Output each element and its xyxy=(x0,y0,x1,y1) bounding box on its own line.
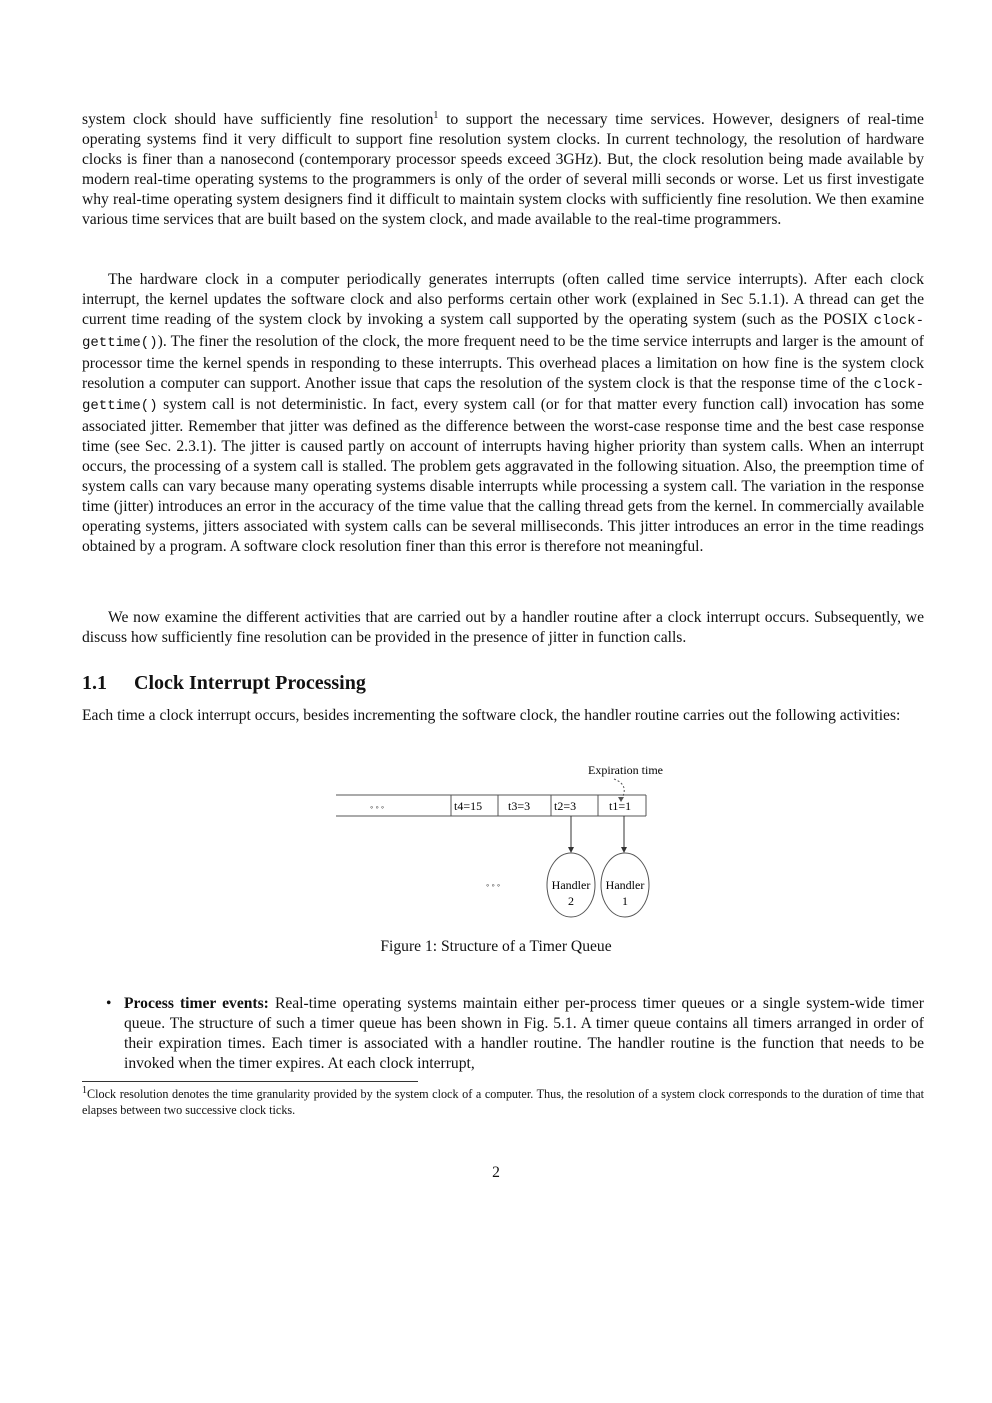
page-number: 2 xyxy=(492,1164,500,1181)
expiration-label: Expiration time xyxy=(588,763,663,777)
figure-caption: Figure 1: Structure of a Timer Queue xyxy=(380,938,612,955)
section-title: Clock Interrupt Processing xyxy=(134,672,366,694)
text: The hardware clock in a computer periodically generates interrupts (often called time service interrupts). After each clock interrupt, the kernel updates the software clock and also performs certain other work (explained in Sec 5.1.1). A thread can get the current time reading of the system clock by invoking a system call supported by the operating system (such as the POSIX xyxy=(82,271,924,328)
footnote-ref[interactable]: 1 xyxy=(433,109,439,121)
code-clock-gettime: clock-gettime() xyxy=(82,376,924,415)
paragraph-intro xyxy=(82,110,924,229)
handler-ellipsis: ◦ ◦ ◦ xyxy=(486,880,501,890)
timer-queue-figure xyxy=(330,757,680,927)
text: system clock should have sufficiently fine resolution xyxy=(82,111,434,128)
handler-label: Handler xyxy=(551,878,591,892)
code-clock-gettime: clock-gettime() xyxy=(82,312,924,351)
bullet-title: Process timer events: xyxy=(124,995,269,1012)
timer-cell: t2=3 xyxy=(554,799,577,813)
handler-label: Handler xyxy=(605,878,645,892)
bullet-icon: • xyxy=(106,995,112,1012)
queue-ellipsis: ◦ ◦ ◦ xyxy=(370,802,385,812)
footnote-text: Clock resolution denotes the time granularity provided by the system clock of a computer. Thus, the resolution of a system clock corresponds to the duration of time that elapses between two successive clock ticks. xyxy=(82,1087,924,1117)
text: to support the necessary time services. However, designers of real-time operating systems find it very difficult to support fine resolution system clocks. In current technology, the resolution of hardware clocks is finer than a nanosecond (contemporary processor speeds exceed 3GHz). But, the clock resolution being made available by modern real-time operating systems to the programmers is only of the order of several milli seconds or worse. Let us first investigate why real-time operating system designers find it difficult to maintain system clocks with sufficiently fine resolution. We then examine various time services that are built based on the system clock, and made available to the real-time programmers. xyxy=(82,111,924,228)
timer-cell: t1=1 xyxy=(609,799,632,813)
paragraph-examine: We now examine the different activities that are carried out by a handler routine after a clock interrupt occurs. Subsequently, we discuss how sufficiently fine resolution can be provided in the presence of jitter in function calls. xyxy=(82,609,924,646)
text: ). The finer the resolution of the clock, the more frequent need to be the time service interrupts and larger is the amount of processor time the kernel spends in responding to these interrupts. This overhead places a limitation on how fine is the system clock resolution a computer can support. Another issue that caps the resolution of the system clock is that the response time of the xyxy=(82,332,924,392)
timer-cell: t4=15 xyxy=(454,799,483,813)
footnote-rule xyxy=(82,1081,418,1082)
paragraph-hardware-clock xyxy=(82,270,924,557)
text: system call is not deterministic. In fact, every system call (or for that matter every function call) invocation has some associated jitter. Remember that jitter was defined as the difference between the worst-case response time and the best case response time (see Sec. 2.3.1). The jitter is caused partly on account of interrupts having higher priority than system calls. When an interrupt occurs, the processing of a system call is stalled. The problem gets aggravated in the following situation. Also, the preemption time of system calls can vary because many operating systems disable interrupts while processing a system call. The variation in the response time (jitter) introduces an error in the accuracy of the time value that the calling thread gets from the kernel. In commercially available operating systems, jitters associated with system calls can be several milliseconds. This jitter introduces an error in the time readings obtained by a program. A software clock resolution finer than this error is therefore not meaningful. xyxy=(82,396,924,555)
expiration-arrow xyxy=(614,779,624,800)
bullet-text: Real-time operating systems maintain either per-process timer queues or a single system-wide timer queue. The structure of such a timer queue has been shown in Fig. 5.1. A timer queue contains all timers arranged in order of their expiration times. Each timer is associated with a handler routine. The handler routine is the function that needs to be invoked when the timer expires. At each clock interrupt, xyxy=(124,995,924,1072)
list-item xyxy=(106,994,924,1074)
section-heading xyxy=(82,672,366,695)
handler-label: 2 xyxy=(568,894,574,908)
footnote-mark: 1 xyxy=(82,1084,87,1096)
timer-cell: t3=3 xyxy=(508,799,531,813)
paragraph-activities: Each time a clock interrupt occurs, besides incrementing the software clock, the handler routine carries out the following activities: xyxy=(82,707,901,724)
handler-label: 1 xyxy=(622,894,628,908)
section-number: 1.1 xyxy=(82,672,107,694)
footnote xyxy=(82,1086,924,1118)
